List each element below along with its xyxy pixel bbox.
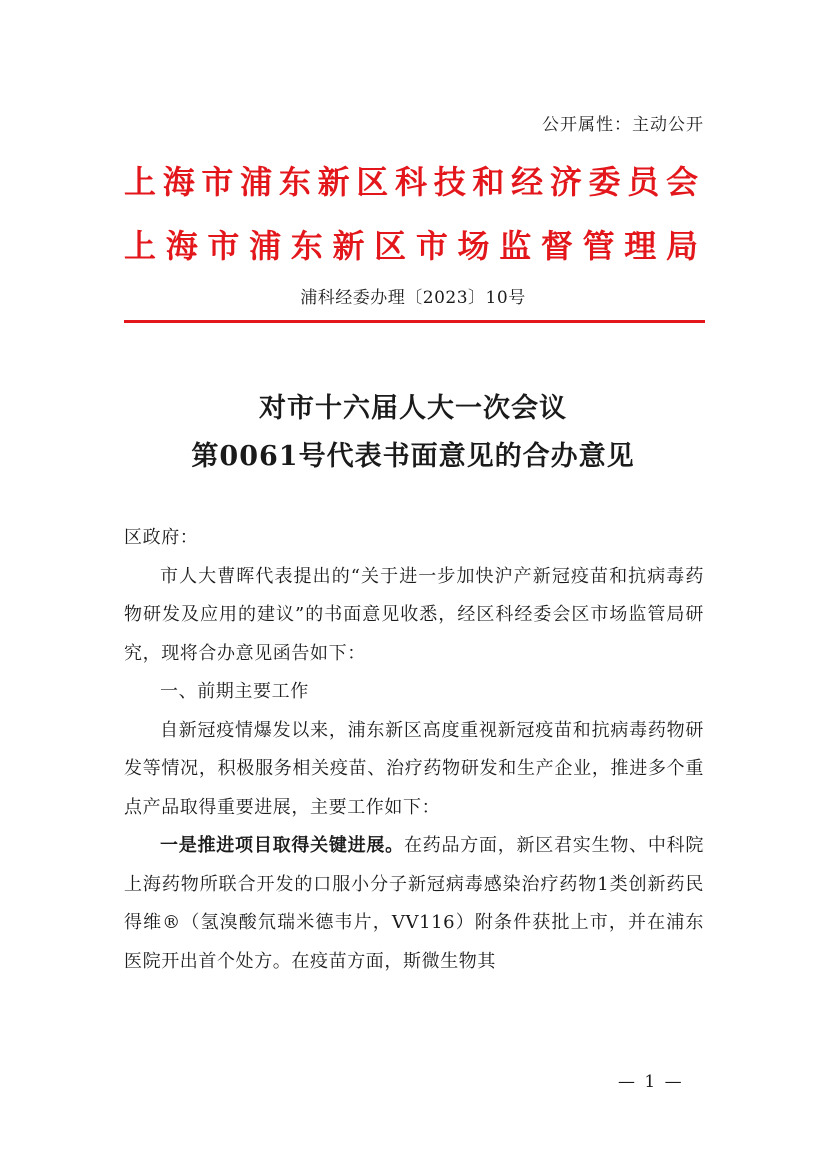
section-heading: 一、前期主要工作: [160, 681, 309, 702]
item-paragraph: [124, 827, 704, 981]
document-body: [124, 519, 704, 981]
document-title-line1: 对市十六届人大一次会议: [259, 393, 567, 424]
section-paragraph: 自新冠疫情爆发以来，浦东新区高度重视新冠疫苗和抗病毒药物研发等情况，积极服务相关疫苗、治疗药物研发和生产企业，推进多个重点产品取得重要进展，主要工作如下：: [124, 719, 704, 818]
issuing-org-2: 上海市浦东新区市场监督管理局: [124, 227, 704, 265]
public-attribute: 公开属性：主动公开: [542, 115, 704, 135]
red-divider: [124, 320, 705, 323]
document-number: 浦科经委办理〔2023〕10号: [300, 288, 526, 308]
item-lead: 一是推进项目取得关键进展。: [160, 835, 404, 856]
intro-paragraph: 市人大曹晖代表提出的“关于进一步加快沪产新冠疫苗和抗病毒药物研发及应用的建议”的书面意见收悉，经区科经委会区市场监管局研究，现将合办意见函告如下：: [124, 565, 704, 664]
item-text: 在药品方面，新区君实生物、中科院上海药物所联合开发的口服小分子新冠病毒感染治疗药物1类创新药民得维®（氢溴酸氘瑞米德韦片，VV116）附条件获批上市，并在浦东医院开出首个处方。在疫苗方面，斯微生物其: [124, 835, 704, 972]
salutation: 区政府：: [124, 527, 199, 548]
document-title-line2: 第0061号代表书面意见的合办意见: [191, 441, 635, 472]
issuing-org-1: 上海市浦东新区科技和经济委员会: [124, 163, 704, 201]
page-number: — 1 —: [618, 1072, 684, 1092]
